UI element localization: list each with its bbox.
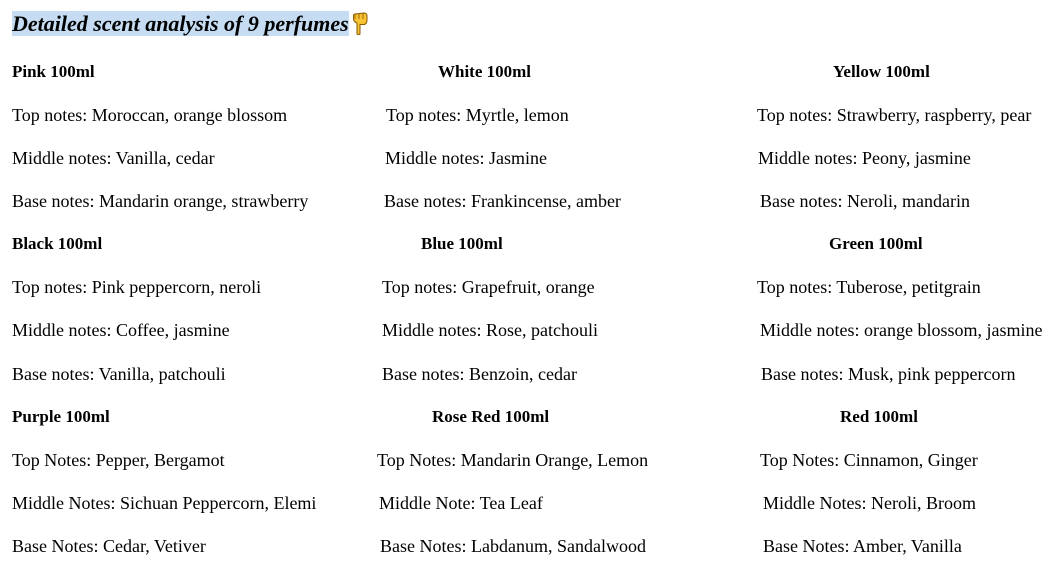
- perfume-name: Rose Red 100ml: [432, 407, 550, 426]
- base-notes: Base Notes: Labdanum, Sandalwood: [380, 536, 646, 556]
- base-notes: Base Notes: Amber, Vanilla: [763, 536, 962, 556]
- perfume-name: Red 100ml: [840, 407, 918, 426]
- middle-notes: Middle notes: Coffee, jasmine: [12, 320, 230, 340]
- page-title: [10, 10, 371, 38]
- top-notes: Top notes: Pink peppercorn, neroli: [12, 277, 262, 297]
- base-notes: Base notes: Neroli, mandarin: [760, 191, 970, 211]
- middle-notes: Middle notes: orange blossom, jasmine: [760, 320, 1043, 340]
- top-notes: Top Notes: Mandarin Orange, Lemon: [377, 450, 649, 470]
- top-notes: Top notes: Strawberry, raspberry, pear: [757, 105, 1032, 125]
- middle-notes: Middle Notes: Neroli, Broom: [763, 493, 976, 513]
- base-notes: Base notes: Benzoin, cedar: [382, 364, 577, 384]
- middle-notes: Middle notes: Rose, patchouli: [382, 320, 598, 340]
- base-notes: Base notes: Frankincense, amber: [384, 191, 621, 211]
- middle-notes: Middle Notes: Sichuan Peppercorn, Elemi: [12, 493, 317, 513]
- perfume-name: White 100ml: [438, 62, 532, 81]
- middle-notes: Middle notes: Jasmine: [385, 148, 547, 168]
- top-notes: Top Notes: Pepper, Bergamot: [12, 450, 225, 470]
- base-notes: Base notes: Vanilla, patchouli: [12, 364, 226, 384]
- top-notes: Top notes: Grapefruit, orange: [382, 277, 595, 297]
- middle-notes: Middle notes: Peony, jasmine: [758, 148, 971, 168]
- base-notes: Base Notes: Cedar, Vetiver: [12, 536, 206, 556]
- top-notes: Top notes: Moroccan, orange blossom: [12, 105, 288, 125]
- top-notes: Top Notes: Cinnamon, Ginger: [760, 450, 978, 470]
- base-notes: Base notes: Mandarin orange, strawberry: [12, 191, 309, 211]
- perfume-name: Yellow 100ml: [833, 62, 930, 81]
- perfume-name: Purple 100ml: [12, 407, 110, 426]
- perfume-name: Pink 100ml: [12, 62, 95, 81]
- perfume-name: Green 100ml: [829, 234, 923, 253]
- top-notes: Top notes: Myrtle, lemon: [386, 105, 569, 125]
- base-notes: Base notes: Musk, pink peppercorn: [761, 364, 1016, 384]
- perfume-name: Blue 100ml: [421, 234, 503, 253]
- backhand-index-pointing-down-icon: [351, 11, 369, 35]
- perfume-name: Black 100ml: [12, 234, 103, 253]
- top-notes: Top notes: Tuberose, petitgrain: [757, 277, 981, 297]
- page-title-text: Detailed scent analysis of 9 perfumes: [12, 11, 349, 36]
- middle-notes: Middle notes: Vanilla, cedar: [12, 148, 215, 168]
- middle-notes: Middle Note: Tea Leaf: [379, 493, 543, 513]
